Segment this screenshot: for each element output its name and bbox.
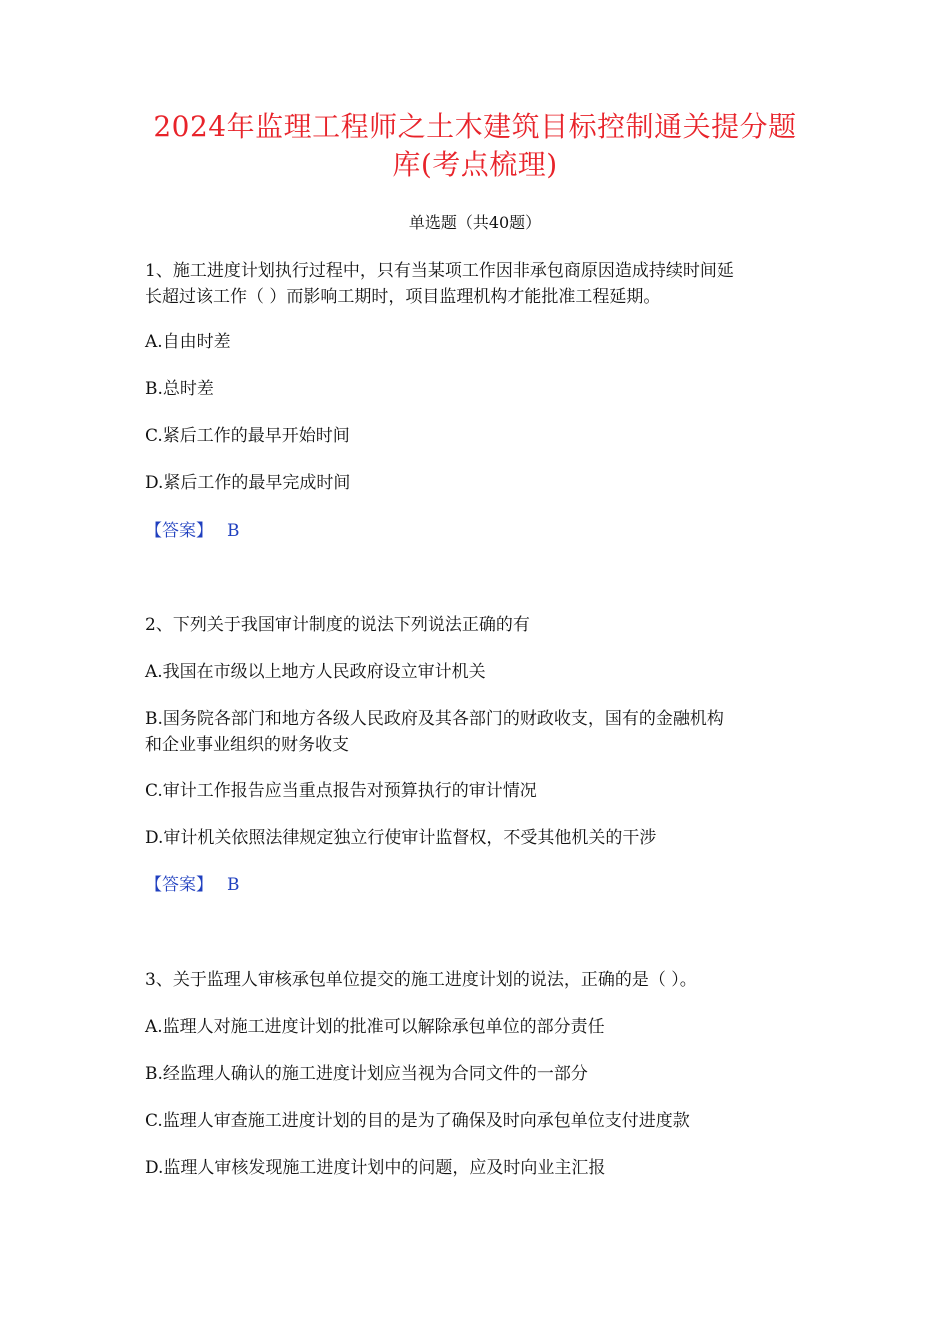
question-2-option-b-line-1: B.国务院各部门和地方各级人民政府及其各部门的财政收支，国有的金融机构 (145, 709, 724, 729)
question-1-answer (145, 518, 825, 544)
document-title (100, 108, 850, 184)
question-3-option-d: D.监理人审核发现施工进度计划中的问题，应及时向业主汇报 (145, 1158, 606, 1178)
question-1-stem-line-2: 长超过该工作（ ）而影响工期时，项目监理机构才能批准工程延期。 (145, 287, 661, 307)
question-3-option-c: C.监理人审查施工进度计划的目的是为了确保及时向承包单位支付进度款 (145, 1111, 690, 1131)
question-2-answer (145, 872, 825, 898)
question-3-stem: 3、关于监理人审核承包单位提交的施工进度计划的说法，正确的是（ ）。 (145, 970, 697, 990)
question-3-option-b: B.经监理人确认的施工进度计划应当视为合同文件的一部分 (145, 1064, 588, 1084)
question-2-option-d: D.审计机关依照法律规定独立行使审计监督权，不受其他机关的干涉 (145, 828, 657, 848)
question-2-option-c: C.审计工作报告应当重点报告对预算执行的审计情况 (145, 781, 537, 801)
question-2-stem: 2、下列关于我国审计制度的说法下列说法正确的有 (145, 615, 530, 635)
question-1-option-c: C.紧后工作的最早开始时间 (145, 426, 350, 446)
question-1-option-b: B.总时差 (145, 379, 214, 399)
answer-value: B (227, 521, 240, 541)
answer-label: 【答案】 (145, 875, 213, 895)
answer-label: 【答案】 (145, 521, 213, 541)
question-1-option-a: A.自由时差 (145, 332, 231, 352)
answer-value: B (227, 875, 240, 895)
question-3-option-a: A.监理人对施工进度计划的批准可以解除承包单位的部分责任 (145, 1017, 605, 1037)
document-title-line-1: 2024年监理工程师之土木建筑目标控制通关提分题 (153, 110, 797, 143)
question-2-option-b-line-2: 和企业事业组织的财务收支 (145, 735, 349, 755)
question-1-stem-line-1: 1、施工进度计划执行过程中，只有当某项工作因非承包商原因造成持续时间延 (145, 261, 734, 281)
section-heading: 单选题（共40题） (408, 213, 542, 232)
document-title-line-2: 库(考点梳理) (392, 148, 558, 181)
question-1-option-d: D.紧后工作的最早完成时间 (145, 473, 351, 493)
question-2-option-a: A.我国在市级以上地方人民政府设立审计机关 (145, 662, 486, 682)
